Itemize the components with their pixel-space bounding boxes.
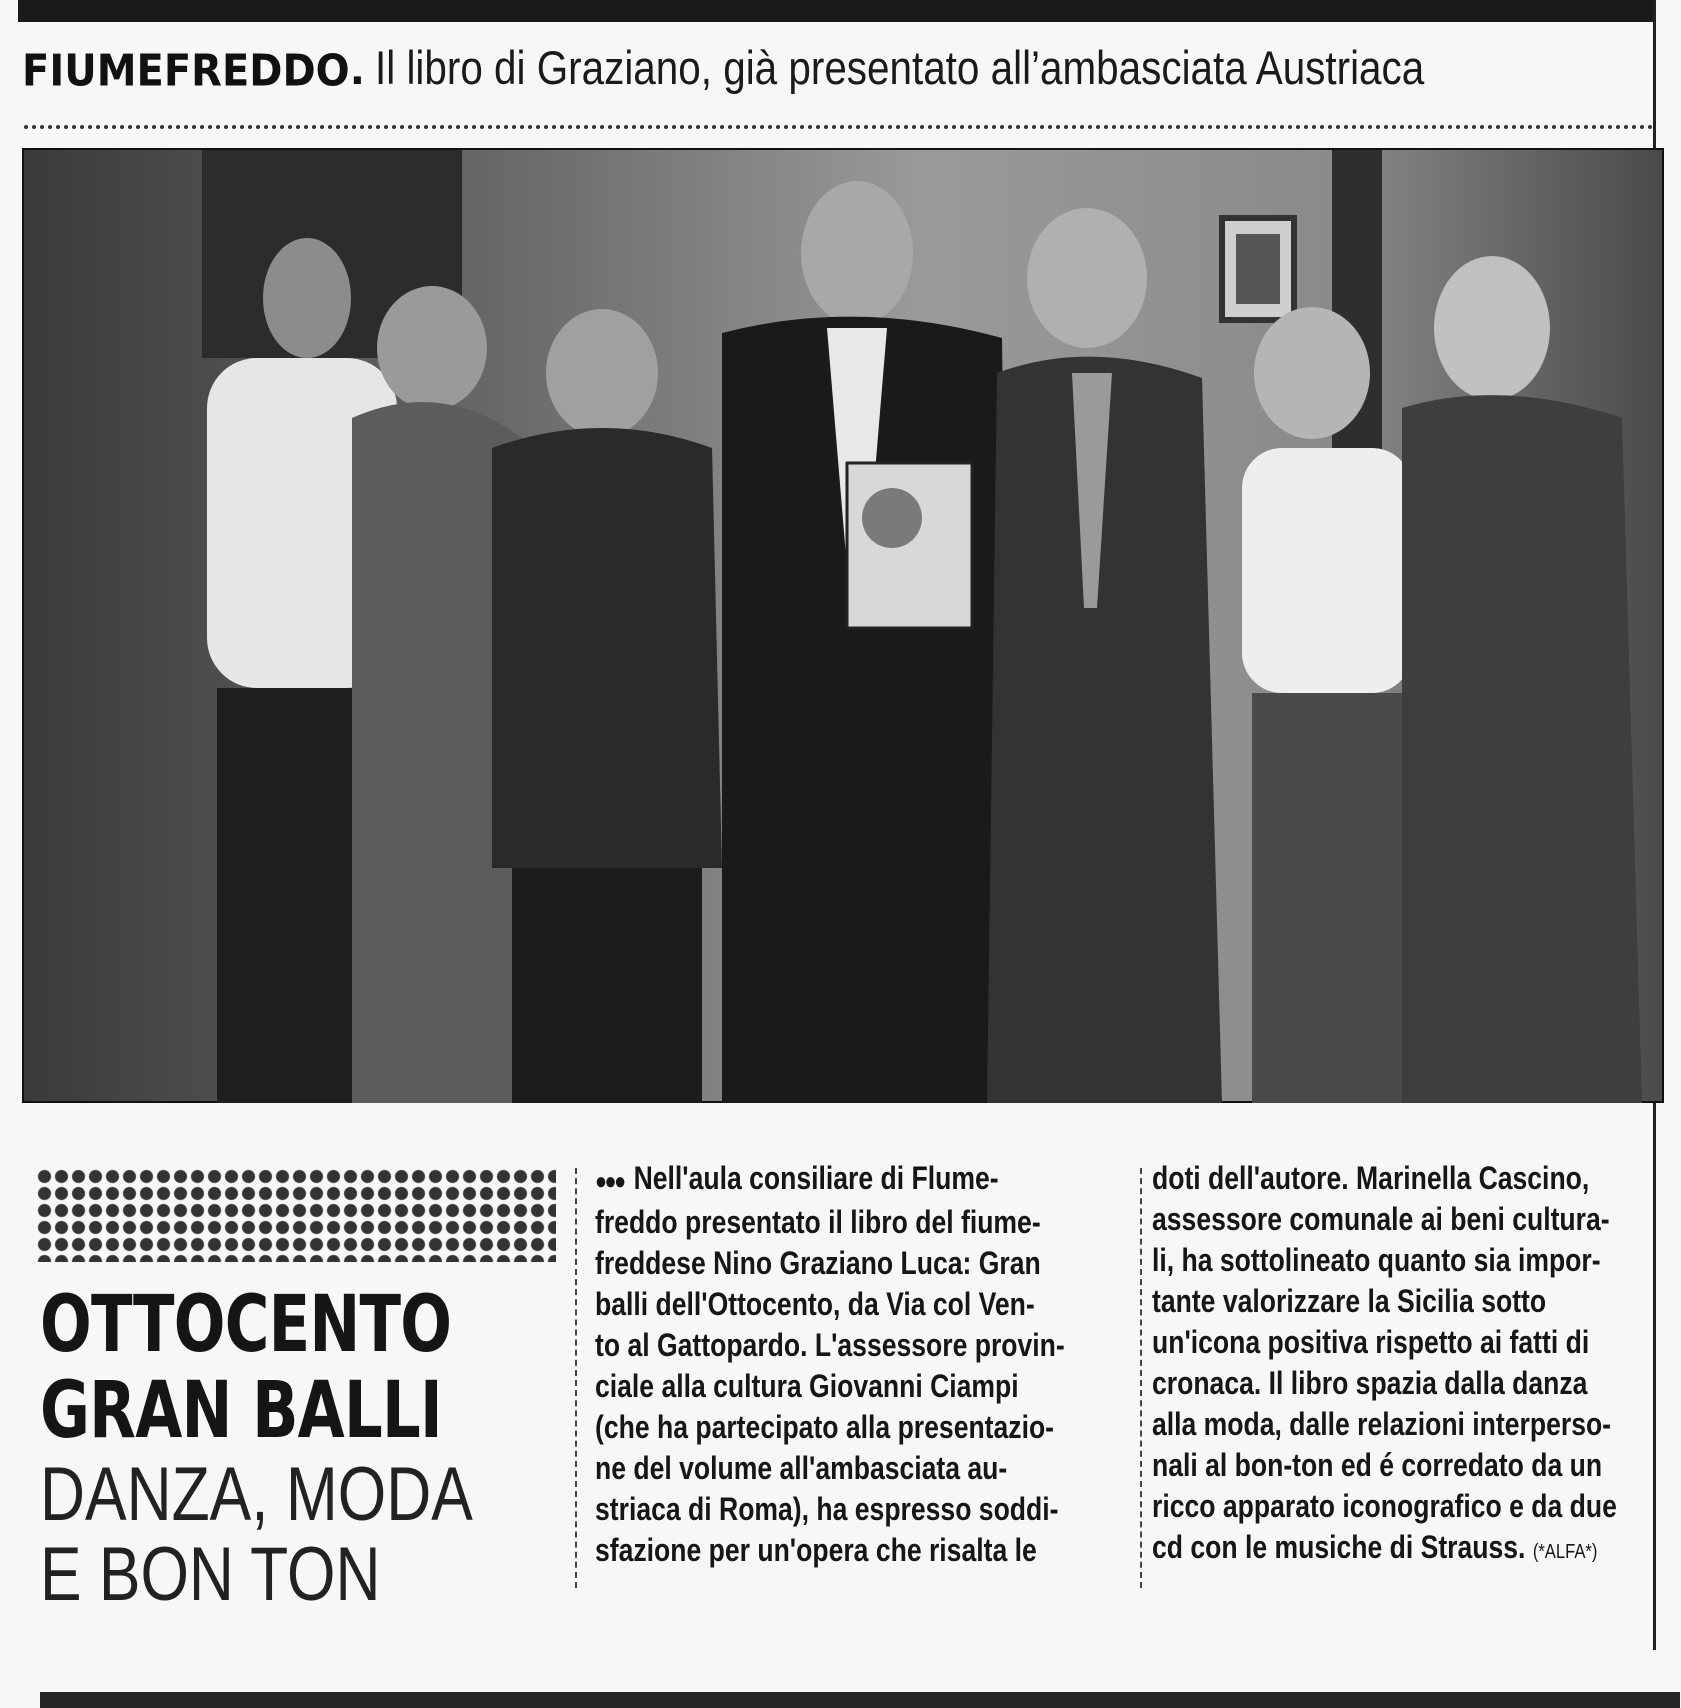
article-line: ne del volume all'ambasciata au- [595,1450,1008,1486]
article-line: tante valorizzare la Sicilia sotto [1152,1283,1547,1319]
kicker: FIUMEFREDDO [22,45,350,97]
article-line: ciale alla cultura Giovanni Ciampi [595,1368,1019,1404]
article-line: alla moda, dalle relazioni interperso- [1152,1406,1612,1442]
section-dots-ornament [36,1168,556,1262]
article-line: nali al bon-ton ed é corredato da un [1152,1447,1603,1483]
kicker-dot: . [349,48,365,94]
headline: Il libro di Graziano, già presentato all’ambasciata Austriaca [374,41,1425,94]
dotted-rule [24,125,1654,129]
article-line: ●●● Nell'aula consiliare di Flume- [595,1160,999,1196]
author-credit: (*ALFA*) [1532,1541,1598,1563]
title-line-2: GRAN BALLI [40,1366,442,1456]
photo-drawing [22,148,1664,1103]
article-line: un'icona positiva rispetto ai fatti di [1152,1324,1590,1360]
article-line: cd con le musiche di Strauss. (*ALFA*) [1152,1529,1598,1565]
column-rule-1 [575,1168,577,1588]
article-column-1 [595,1158,1065,1571]
article-line: (che ha partecipato alla presentazio- [595,1409,1055,1445]
lead-bullets: ●●● [595,1168,624,1195]
subtitle-line-1: DANZA, MODA [40,1452,473,1537]
article-line: to al Gattopardo. L'assessore provin- [595,1327,1065,1363]
article-column-2 [1152,1158,1617,1573]
article-line: li, ha sottolineato quanto sia impor- [1152,1242,1601,1278]
subtitle-line-2: E BON TON [40,1532,381,1617]
article-line: balli dell'Ottocento, da Via col Ven- [595,1286,1035,1322]
column-rule-2 [1140,1168,1142,1588]
group-photo [22,148,1664,1103]
article-line: cronaca. Il libro spazia dalla danza [1152,1365,1588,1401]
title-line-1: OTTOCENTO [40,1280,452,1370]
article-line: assessore comunale ai beni cultura- [1152,1201,1610,1237]
bottom-rule [40,1692,1680,1708]
article-line: doti dell'autore. Marinella Cascino, [1152,1160,1590,1196]
top-rule [18,0,1653,22]
headline-row [22,40,1642,110]
article-line: freddese Nino Graziano Luca: Gran [595,1245,1041,1281]
article-line: sfazione per un'opera che risalta le [595,1532,1037,1568]
sidebar-title [40,1282,453,1454]
article-line: ricco apparato iconografico e da due [1152,1488,1617,1524]
article-line: striaca di Roma), ha espresso soddi- [595,1491,1059,1527]
sidebar-subtitle [40,1452,516,1617]
article-line: freddo presentato il libro del fiume- [595,1204,1041,1240]
